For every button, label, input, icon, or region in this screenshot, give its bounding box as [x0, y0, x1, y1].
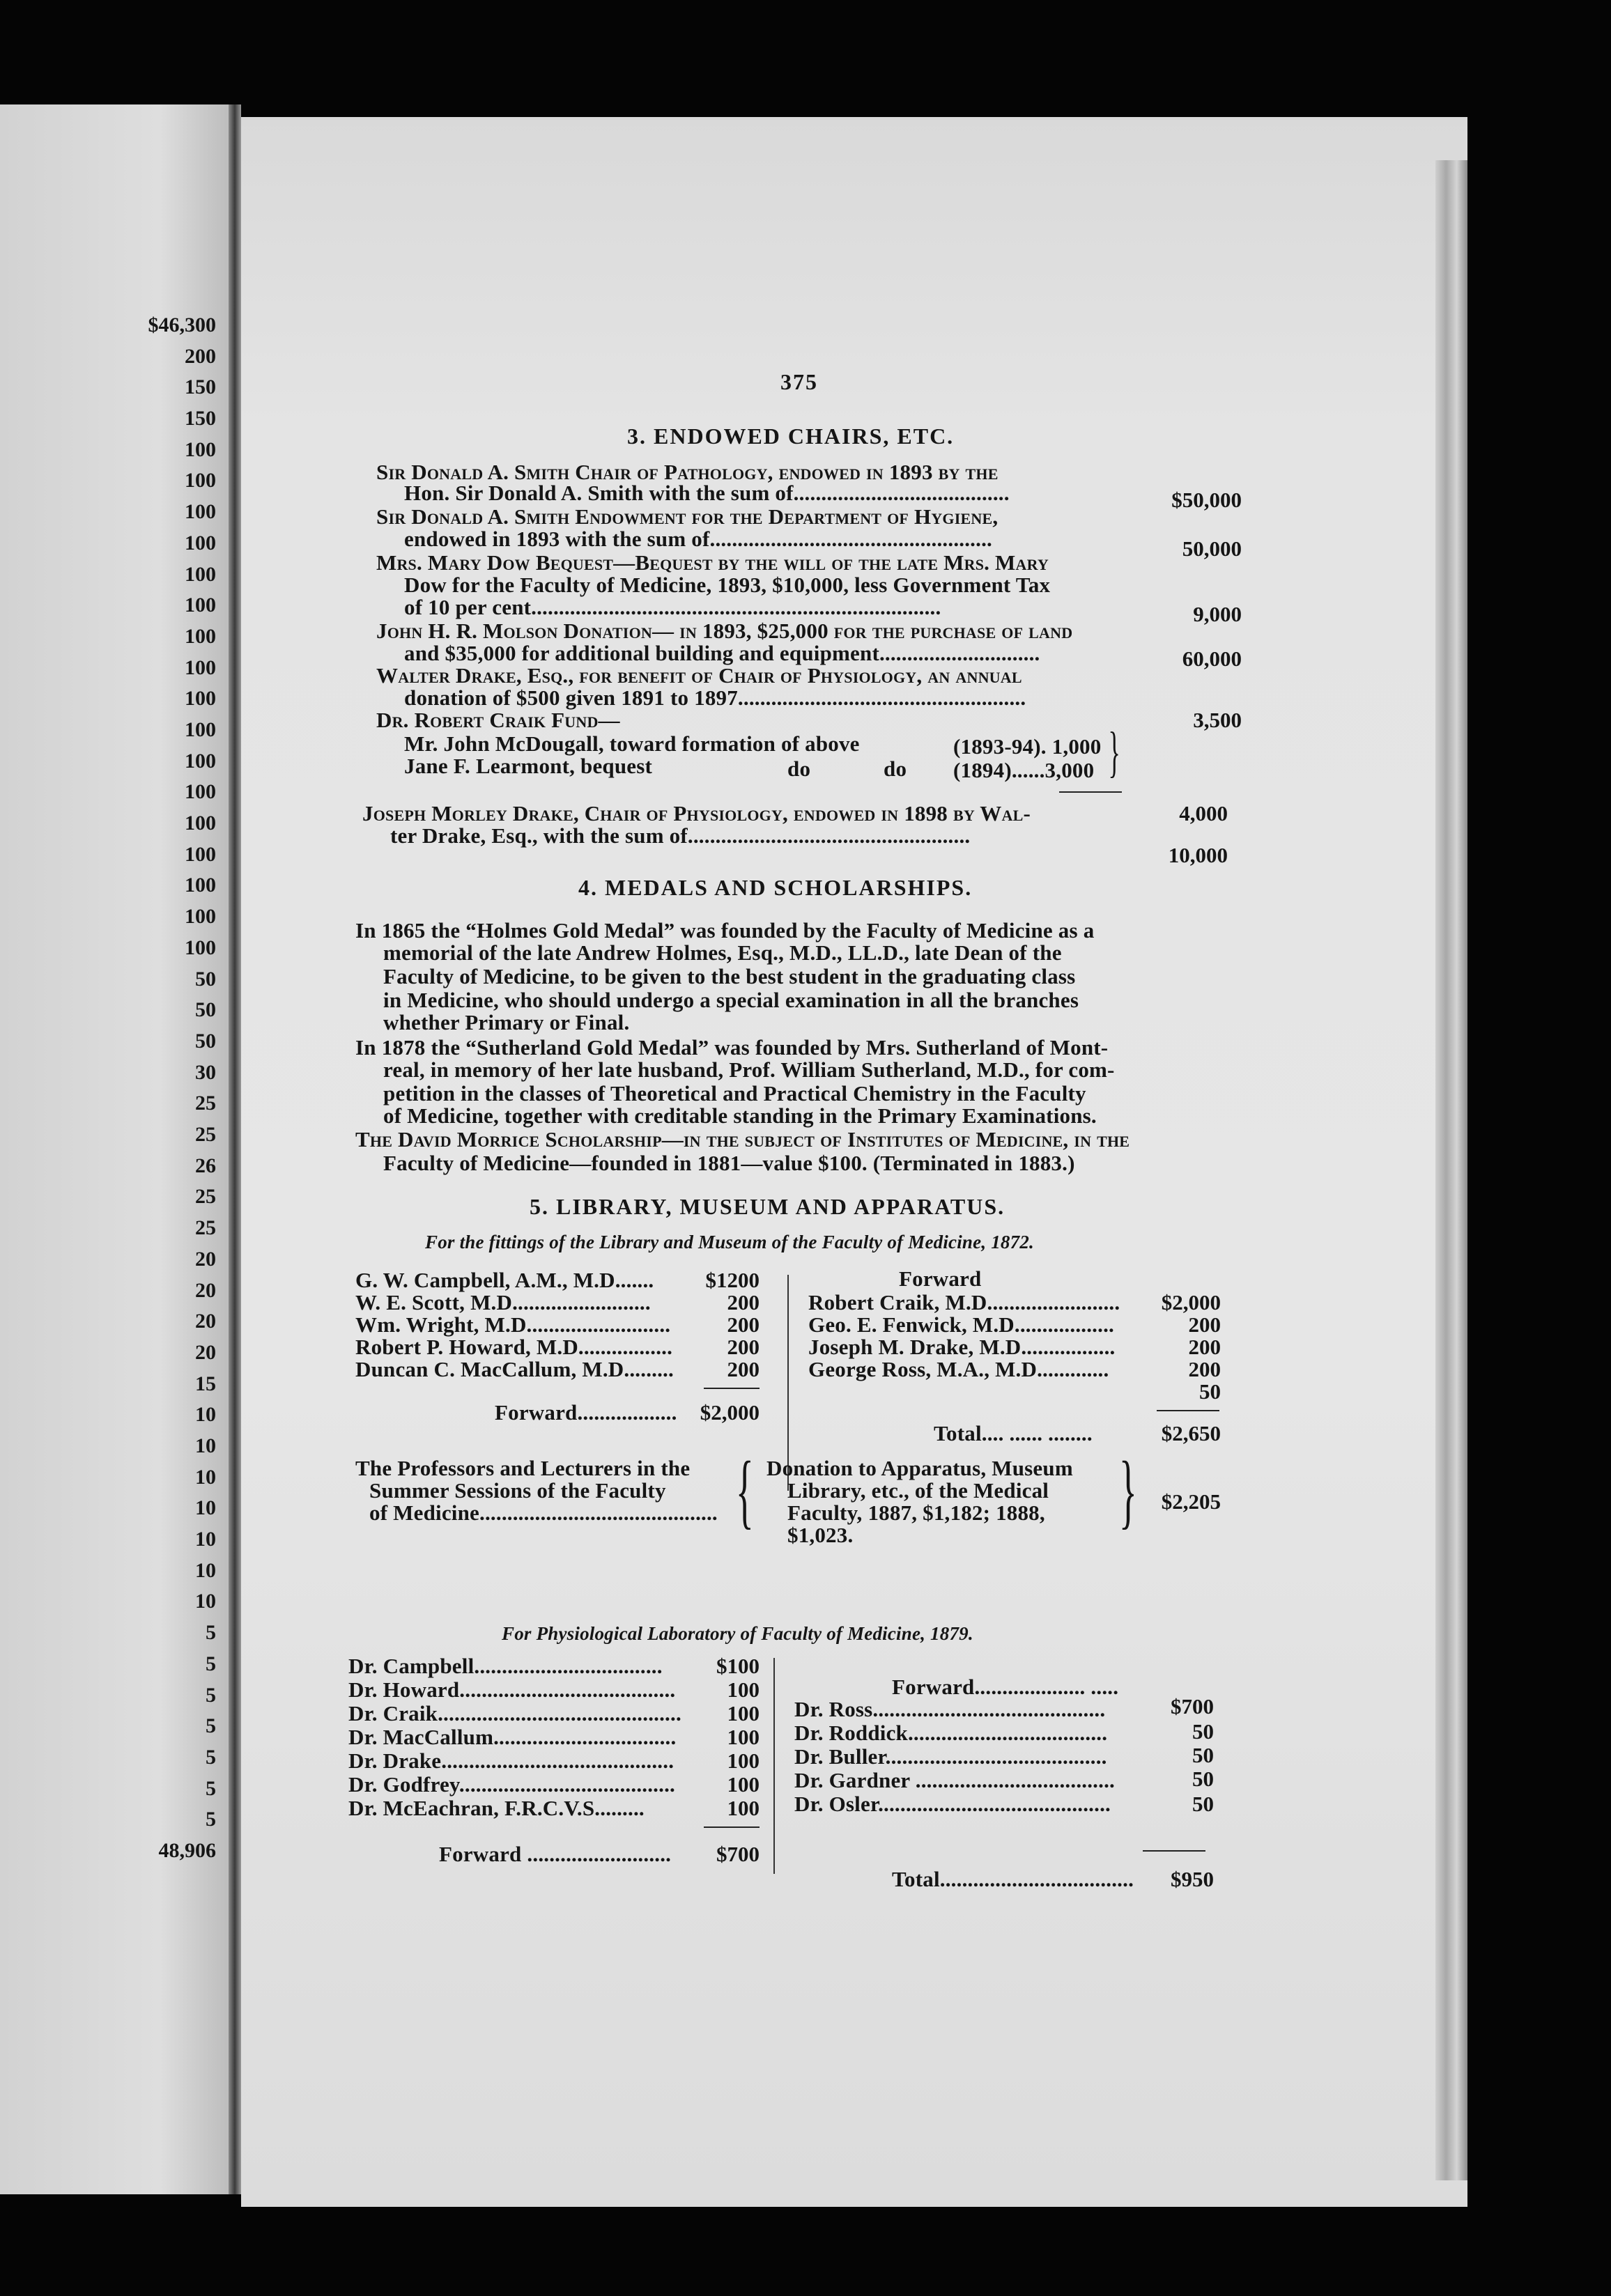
facing-page-value: 20	[195, 1247, 216, 1271]
donor-amount: 50	[1199, 1379, 1221, 1404]
medals-line: whether Primary or Final.	[383, 1010, 630, 1034]
donor-amount: $1200	[705, 1268, 760, 1292]
donation-line: Library, etc., of the Medical	[787, 1478, 1049, 1503]
forward-label: Forward..................	[495, 1400, 677, 1425]
endowed-line: Sir Donald A. Smith Endowment for the Department of Hygiene,	[376, 504, 999, 529]
medals-line: In 1865 the “Holmes Gold Medal” was founded by the Faculty of Medicine as a	[355, 918, 1095, 943]
library-subheading: For the fittings of the Library and Museum of the Faculty of Medicine, 1872.	[425, 1232, 1034, 1252]
facing-page-value: 100	[185, 936, 216, 959]
endowed-line: Joseph Morley Drake, Chair of Physiology, endowed in 1898 by Wal-	[362, 801, 1031, 825]
donor-amount: 100	[727, 1725, 760, 1749]
medals-line: memorial of the late Andrew Holmes, Esq., M.D., LL.D., late Dean of the	[383, 940, 1062, 965]
endowed-line: Jane F. Learmont, bequest	[404, 754, 653, 778]
facing-page-value: 5	[206, 1652, 216, 1675]
medals-line: In 1878 the “Sutherland Gold Medal” was founded by Mrs. Sutherland of Mont-	[355, 1035, 1109, 1060]
endowed-line: and $35,000 for additional building and equipment.............................	[404, 641, 1040, 665]
donor-amount: 100	[727, 1701, 760, 1725]
facing-page-value: 10	[195, 1528, 216, 1551]
donor-name: Dr. Osler..........................................	[794, 1792, 1111, 1816]
donor-amount: 200	[727, 1335, 760, 1359]
facing-page-value: 100	[185, 500, 216, 524]
endowed-line: (1893-94). 1,000	[953, 734, 1102, 759]
facing-page-value: 100	[185, 905, 216, 929]
facing-page-value: 25	[195, 1185, 216, 1209]
endowed-line: Walter Drake, Esq., for benefit of Chair of Physiology, an annual	[376, 663, 1022, 688]
professors-line: Summer Sessions of the Faculty	[369, 1478, 666, 1503]
donor-name: Dr. Roddick....................................	[794, 1721, 1108, 1745]
endowed-amount: $50,000	[1171, 488, 1242, 512]
facing-page-value: 50	[195, 967, 216, 991]
book-gutter	[229, 104, 241, 2194]
donor-amount: 50	[1192, 1792, 1214, 1816]
donor-name: Dr. Gardner ....................................	[794, 1768, 1115, 1792]
facing-page-value: 100	[185, 874, 216, 897]
donor-amount: 200	[727, 1312, 760, 1337]
donor-name: Dr. Campbell..................................	[348, 1654, 663, 1678]
medals-line: petition in the classes of Theoretical and Practical Chemistry in the Faculty	[383, 1081, 1086, 1106]
physiology-subheading: For Physiological Laboratory of Faculty of Medicine, 1879.	[502, 1623, 973, 1644]
facing-page-value: 10	[195, 1465, 216, 1489]
left-brace: {	[735, 1444, 754, 1537]
medals-line: The David Morrice Scholarship—in the subject of Institutes of Medicine, in the	[355, 1127, 1130, 1151]
facing-page-value: 10	[195, 1403, 216, 1427]
endowed-line: Mr. John McDougall, toward formation of above	[404, 731, 860, 756]
donor-name: Dr. Howard.......................................	[348, 1677, 676, 1702]
endowed-line: John H. R. Molson Donation— in 1893, $25,000 for the purchase of land	[376, 619, 1073, 643]
total-amount: $2,650	[1161, 1421, 1221, 1445]
donor-amount: $700	[1171, 1694, 1214, 1719]
forward-amount: $700	[716, 1842, 760, 1866]
medals-line: Faculty of Medicine—founded in 1881—value $100. (Terminated in 1883.)	[383, 1151, 1075, 1175]
endowed-heading: 3. ENDOWED CHAIRS, ETC.	[627, 424, 955, 449]
endowed-line: ter Drake, Esq., with the sum of...................................................	[390, 823, 971, 848]
endowed-line: of 10 per cent..........................................................................	[404, 595, 941, 619]
sum-rule	[1059, 791, 1122, 793]
sum-rule	[1157, 1410, 1219, 1411]
endowed-line: Sir Donald A. Smith Chair of Pathology, endowed in 1893 by the	[376, 460, 999, 484]
facing-page-value: $46,300	[148, 313, 216, 336]
endowed-line: donation of $500 given 1891 to 1897....................................................	[404, 685, 1026, 710]
endowed-amount: 4,000	[1179, 801, 1228, 825]
facing-page-value: 50	[195, 998, 216, 1022]
facing-page-value: 200	[185, 344, 216, 368]
facing-page-value: 10	[195, 1434, 216, 1457]
facing-page-value: 150	[185, 375, 216, 399]
donor-name: Duncan C. MacCallum, M.D.........	[355, 1357, 674, 1381]
facing-page-value: 100	[185, 812, 216, 835]
endowed-line: Dow for the Faculty of Medicine, 1893, $10,000, less Government Tax	[404, 573, 1051, 597]
donor-amount: $2,000	[1161, 1290, 1221, 1314]
sum-rule	[1143, 1850, 1205, 1852]
facing-page-value: 30	[195, 1060, 216, 1084]
library-heading: 5. LIBRARY, MUSEUM AND APPARATUS.	[530, 1194, 1005, 1219]
facing-page-value: 50	[195, 1029, 216, 1053]
facing-page-value: 20	[195, 1340, 216, 1364]
right-brace: }	[1118, 1444, 1137, 1537]
donor-amount: 200	[727, 1357, 760, 1381]
total-label: Total...................................	[892, 1867, 1134, 1891]
donor-name: Robert Craik, M.D........................	[808, 1290, 1120, 1314]
facing-page-value: 150	[185, 407, 216, 430]
facing-page-value: 5	[206, 1714, 216, 1738]
donor-amount: 200	[1188, 1312, 1221, 1337]
sum-rule	[704, 1826, 760, 1828]
facing-page	[0, 104, 229, 2194]
facing-page-value: 100	[185, 437, 216, 461]
donor-amount: 100	[727, 1796, 760, 1820]
donation-amount: $2,205	[1161, 1489, 1221, 1514]
donor-amount: 100	[727, 1677, 760, 1702]
endowed-line: (1894)......3,000	[953, 758, 1095, 782]
facing-page-value: 100	[185, 594, 216, 617]
donation-line: $1,023.	[787, 1523, 854, 1547]
donor-amount: 200	[1188, 1357, 1221, 1381]
forward-label: Forward	[899, 1266, 982, 1291]
donor-amount: 50	[1192, 1743, 1214, 1767]
endowed-line: do	[787, 757, 811, 781]
donation-line: Faculty, 1887, $1,182; 1888,	[787, 1500, 1045, 1525]
facing-page-value: 10	[195, 1590, 216, 1613]
endowed-amount: 50,000	[1182, 536, 1242, 561]
forward-amount: $2,000	[700, 1400, 760, 1425]
donor-amount: 200	[727, 1290, 760, 1314]
facing-page-value: 20	[195, 1310, 216, 1333]
column-divider	[773, 1658, 775, 1874]
facing-page-value: 26	[195, 1154, 216, 1177]
endowed-amount: 3,500	[1193, 708, 1242, 732]
facing-page-value: 100	[185, 562, 216, 586]
donor-name: Robert P. Howard, M.D.................	[355, 1335, 673, 1359]
medals-line: in Medicine, who should undergo a special examination in all the branches	[383, 988, 1079, 1012]
donor-name: Dr. Buller........................................	[794, 1744, 1107, 1769]
professors-line: of Medicine...........................................	[369, 1500, 718, 1525]
facing-page-value: 25	[195, 1092, 216, 1115]
donation-line: Donation to Apparatus, Museum	[766, 1456, 1073, 1480]
medals-line: of Medicine, together with creditable standing in the Primary Examinations.	[383, 1103, 1097, 1128]
endowed-amount: 9,000	[1193, 602, 1242, 626]
facing-page-value: 25	[195, 1216, 216, 1240]
facing-page-value: 100	[185, 656, 216, 679]
total-label: Total.... ...... ........	[934, 1421, 1093, 1445]
donor-name: Dr. Drake..........................................	[348, 1748, 675, 1773]
facing-page-value: 100	[185, 624, 216, 648]
donor-name: George Ross, M.A., M.D.............	[808, 1357, 1109, 1381]
facing-page-value: 5	[206, 1621, 216, 1645]
page-edge	[1435, 160, 1467, 2180]
donor-amount: 50	[1192, 1767, 1214, 1791]
page-number: 375	[780, 369, 818, 394]
donor-name: Dr. McEachran, F.R.C.V.S.........	[348, 1796, 645, 1820]
facing-page-value: 100	[185, 531, 216, 554]
donor-name: Dr. Ross..........................................	[794, 1697, 1106, 1721]
donor-amount: 100	[727, 1748, 760, 1773]
facing-page-value: 10	[195, 1558, 216, 1582]
endowed-line: Hon. Sir Donald A. Smith with the sum of.......................................	[404, 481, 1010, 505]
facing-page-value: 10	[195, 1496, 216, 1520]
donor-amount: 100	[727, 1772, 760, 1797]
donor-name: Dr. MacCallum.................................	[348, 1725, 677, 1749]
facing-page-value: 15	[195, 1372, 216, 1395]
forward-label: Forward.................... .....	[892, 1675, 1119, 1699]
facing-page-value: 100	[185, 749, 216, 773]
donor-name: Joseph M. Drake, M.D.................	[808, 1335, 1116, 1359]
sum-rule	[704, 1388, 760, 1389]
donor-amount: $100	[716, 1654, 760, 1678]
right-brace: }	[1108, 722, 1120, 783]
endowed-amount: 10,000	[1168, 843, 1228, 867]
endowed-line: Dr. Robert Craik Fund—	[376, 708, 620, 732]
endowed-amount: 60,000	[1182, 646, 1242, 671]
facing-page-value: 5	[206, 1745, 216, 1769]
total-amount: $950	[1171, 1867, 1214, 1891]
endowed-line: Mrs. Mary Dow Bequest—Bequest by the will of the late Mrs. Mary	[376, 550, 1049, 575]
facing-page-value: 48,906	[158, 1839, 216, 1862]
professors-line: The Professors and Lecturers in the	[355, 1456, 691, 1480]
medals-line: real, in memory of her late husband, Prof. William Sutherland, M.D., for com-	[383, 1057, 1115, 1082]
facing-page-value: 100	[185, 469, 216, 492]
donor-amount: 50	[1192, 1719, 1214, 1744]
donor-amount: 200	[1188, 1335, 1221, 1359]
facing-page-value: 5	[206, 1808, 216, 1831]
donor-name: Geo. E. Fenwick, M.D..................	[808, 1312, 1114, 1337]
facing-page-value: 100	[185, 842, 216, 866]
endowed-line: do	[884, 757, 907, 781]
facing-page-value: 5	[206, 1683, 216, 1707]
facing-page-value: 20	[195, 1278, 216, 1302]
donor-name: W. E. Scott, M.D.........................	[355, 1290, 651, 1314]
facing-page-value: 100	[185, 780, 216, 804]
facing-page-value: 25	[195, 1123, 216, 1147]
donor-name: G. W. Campbell, A.M., M.D.......	[355, 1268, 654, 1292]
facing-page-value: 100	[185, 718, 216, 742]
medals-heading: 4. MEDALS AND SCHOLARSHIPS.	[578, 875, 973, 900]
facing-page-value: 5	[206, 1776, 216, 1800]
donor-name: Dr. Craik............................................	[348, 1701, 681, 1725]
endowed-line: endowed in 1893 with the sum of...................................................	[404, 527, 992, 551]
forward-label: Forward ..........................	[439, 1842, 672, 1866]
facing-page-value: 100	[185, 687, 216, 711]
donor-name: Wm. Wright, M.D..........................	[355, 1312, 671, 1337]
donor-name: Dr. Godfrey.......................................	[348, 1772, 675, 1797]
medals-line: Faculty of Medicine, to be given to the best student in the graduating class	[383, 964, 1076, 988]
